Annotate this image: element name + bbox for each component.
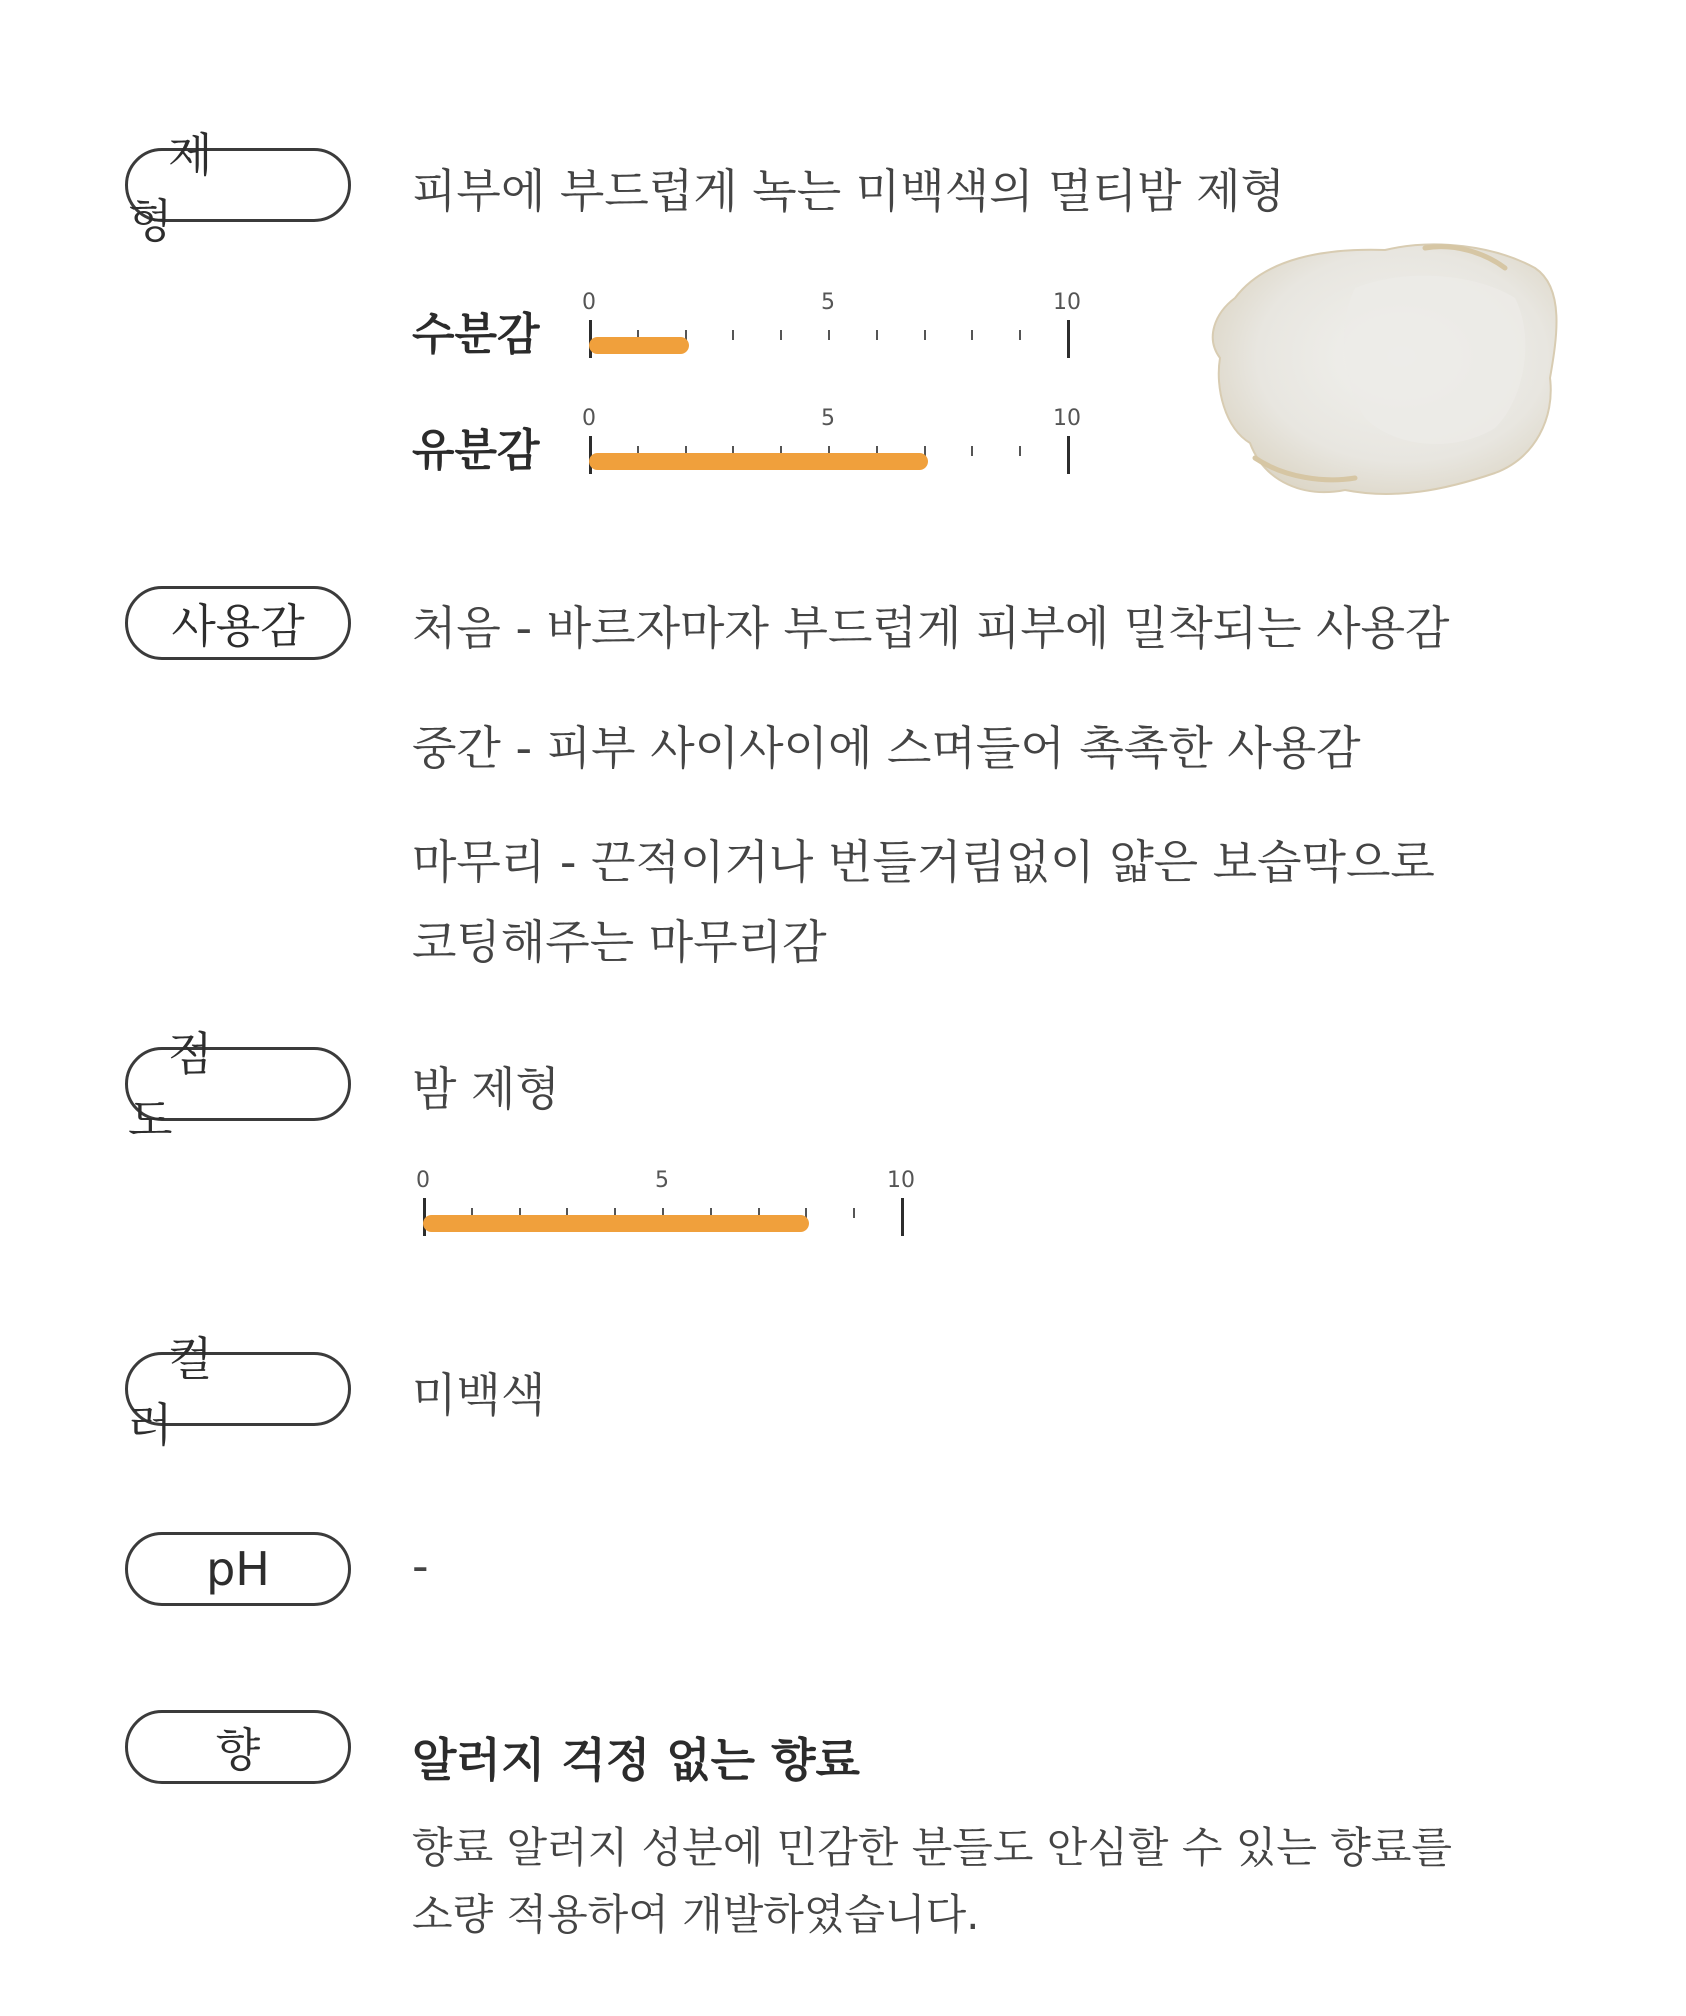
moisture-scale (582, 290, 1081, 360)
scale-tick-label: 0 (582, 290, 596, 315)
scale-tick-label: 5 (821, 290, 835, 315)
cream-swatch-image (1195, 228, 1565, 508)
scale-tick (971, 446, 973, 456)
oil-scale (582, 406, 1081, 476)
scale-tick (1067, 436, 1070, 474)
viscosity-scale (416, 1168, 915, 1238)
usage-line-1: 처음 - 바르자마자 부드럽게 피부에 밀착되는 사용감 (412, 601, 1450, 655)
scale-tick-label: 10 (1053, 290, 1081, 315)
scale-tick (780, 330, 782, 340)
scale-tick (1067, 320, 1070, 358)
scale-tick-label: 5 (821, 406, 835, 431)
formulation-text: 피부에 부드럽게 녹는 미백색의 멀티밤 제형 (412, 164, 1285, 218)
scale-tick (1019, 446, 1021, 456)
scale-tick-label: 0 (582, 406, 596, 431)
oil-label: 유분감 (412, 425, 540, 476)
scent-line-1: 향료 알러지 성분에 민감한 분들도 안심할 수 있는 향료를 (412, 1823, 1452, 1872)
scale-tick (971, 330, 973, 340)
scale-tick-label: 10 (1053, 406, 1081, 431)
scale-tick (828, 330, 830, 340)
usage-line-4: 코팅해주는 마무리감 (412, 915, 827, 969)
usage-label: 사용감 (125, 586, 351, 660)
scale-fill-bar (423, 1215, 809, 1232)
color-label: 컬 러 (125, 1352, 351, 1426)
scale-fill-bar (589, 337, 689, 354)
moisture-label: 수분감 (412, 309, 540, 360)
usage-line-2: 중간 - 피부 사이사이에 스며들어 촉촉한 사용감 (412, 721, 1361, 775)
scent-line-2: 소량 적용하여 개발하였습니다. (412, 1890, 980, 1939)
ph-label: pH (125, 1532, 351, 1606)
formulation-label: 제 형 (125, 148, 351, 222)
scent-headline: 알러지 걱정 없는 향료 (412, 1733, 860, 1787)
scent-label: 향 (125, 1710, 351, 1784)
viscosity-text: 밤 제형 (412, 1062, 560, 1116)
scale-fill-bar (589, 453, 928, 470)
color-text: 미백색 (412, 1368, 546, 1422)
viscosity-label: 점 도 (125, 1047, 351, 1121)
ph-text: - (412, 1539, 429, 1593)
usage-line-3: 마무리 - 끈적이거나 번들거림없이 얇은 보습막으로 (412, 835, 1435, 889)
scale-tick (732, 330, 734, 340)
scale-tick-label: 10 (887, 1168, 915, 1193)
scale-tick (876, 330, 878, 340)
scale-tick (924, 330, 926, 340)
scale-tick-label: 0 (416, 1168, 430, 1193)
scale-tick (1019, 330, 1021, 340)
scale-tick-label: 5 (655, 1168, 669, 1193)
scale-tick (901, 1198, 904, 1236)
scale-tick (853, 1208, 855, 1218)
